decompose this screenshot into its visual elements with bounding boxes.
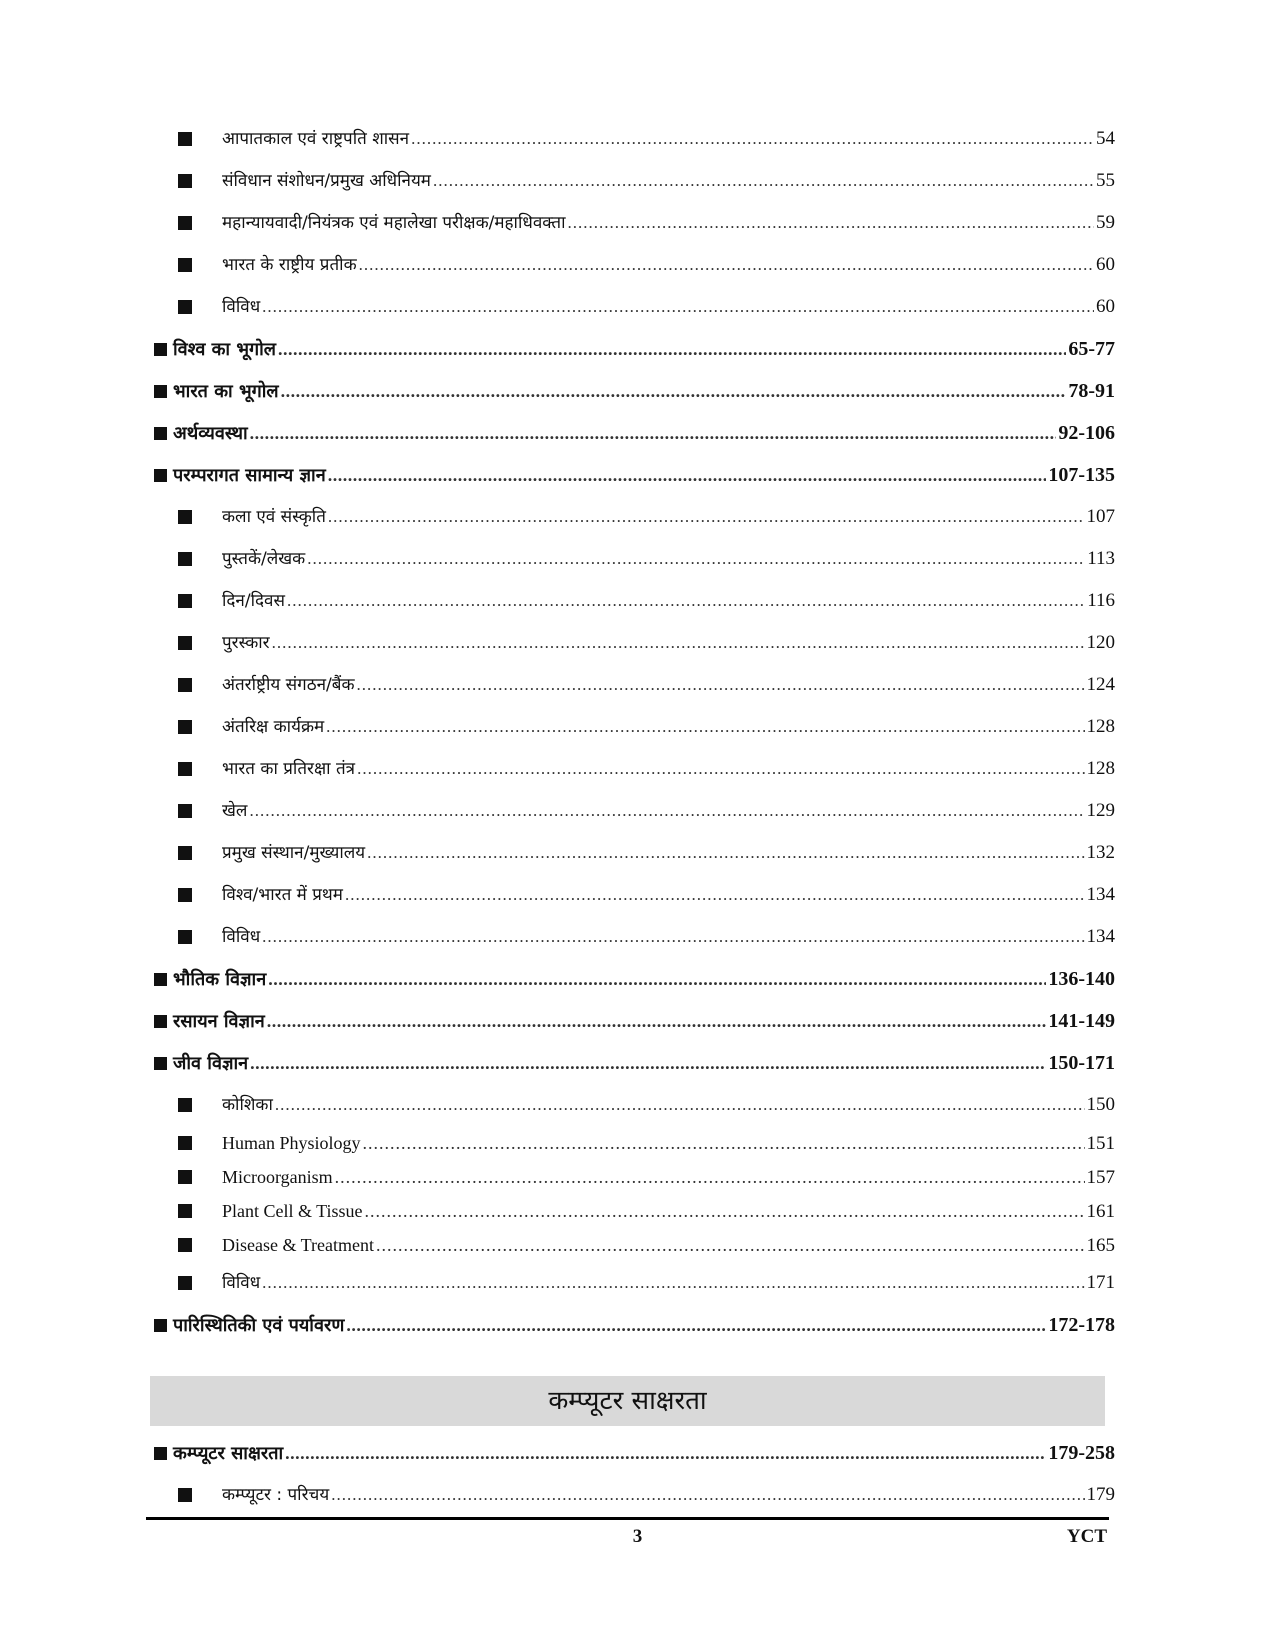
toc-entry-title: पुस्तकें/लेखक: [222, 549, 306, 569]
dot-leader: [357, 748, 1084, 790]
dot-leader: [262, 916, 1084, 958]
toc-entry-title: संविधान संशोधन/प्रमुख अधिनियम: [222, 171, 431, 191]
toc-chapter-entry: [150, 454, 1115, 496]
toc-entry-title: पारिस्थितिकी एवं पर्यावरण: [173, 1315, 345, 1336]
square-bullet-icon: [178, 1136, 192, 1150]
dot-leader: [328, 454, 1047, 496]
toc-topic-entry: [150, 664, 1115, 706]
toc-entry-page: 141-149: [1048, 1010, 1115, 1032]
dot-leader: [307, 538, 1085, 580]
dot-leader: [328, 496, 1085, 538]
toc-entry-title: खेल: [222, 801, 248, 821]
toc-entry-title: भारत का भूगोल: [173, 381, 279, 402]
toc-entry-title: कोशिका: [222, 1095, 273, 1115]
toc-entry-page: 179: [1086, 1484, 1115, 1505]
footer-page-number: 3: [632, 1526, 643, 1547]
toc-entry-page: 165: [1086, 1235, 1115, 1256]
dot-leader: [345, 874, 1085, 916]
dot-leader: [335, 1160, 1085, 1194]
toc-entry-page: 116: [1087, 590, 1115, 611]
toc-topic-entry: [150, 580, 1115, 622]
toc-entry-page: 161: [1086, 1201, 1115, 1222]
toc-chapter-entry: [150, 1432, 1115, 1474]
toc-entry-title: दिन/दिवस: [222, 591, 285, 611]
square-bullet-icon: [178, 258, 192, 272]
toc-entry-page: 134: [1086, 926, 1115, 947]
square-bullet-icon: [178, 552, 192, 566]
toc-entry-title: विविध: [222, 927, 261, 947]
square-bullet-icon: [154, 973, 167, 986]
toc-entry-page: 128: [1086, 716, 1115, 737]
toc-entry-page: 171: [1086, 1272, 1115, 1293]
dot-leader: [262, 286, 1094, 328]
toc-entry-title: कला एवं संस्कृति: [222, 507, 326, 527]
toc-entry-page: 65-77: [1068, 338, 1115, 360]
toc-topic-entry: [150, 1160, 1115, 1194]
dot-leader: [268, 958, 1046, 1000]
toc-entry-title: महान्यायवादी/नियंत्रक एवं महालेखा परीक्षक/महाधिवक्ता: [222, 213, 566, 233]
toc-entry-page: 120: [1086, 632, 1115, 653]
square-bullet-icon: [154, 1015, 167, 1028]
square-bullet-icon: [178, 216, 192, 230]
section-heading: कम्प्यूटर साक्षरता: [548, 1386, 707, 1416]
dot-leader: [267, 1000, 1047, 1042]
toc-entry-page: 92-106: [1058, 422, 1115, 444]
toc-topic-entry: [150, 916, 1115, 958]
toc-chapter-entry: [150, 1304, 1115, 1346]
dot-leader: [411, 118, 1094, 160]
toc-entry-title: Plant Cell & Tissue: [222, 1201, 363, 1221]
toc-entry-title: विविध: [222, 1273, 261, 1293]
toc-entry-title: Human Physiology: [222, 1133, 361, 1153]
square-bullet-icon: [178, 510, 192, 524]
toc-chapter-entry: [150, 328, 1115, 370]
footer-brand: YCT: [1066, 1526, 1107, 1547]
dot-leader: [281, 370, 1067, 412]
toc-topic-entry: [150, 496, 1115, 538]
toc-entry-page: 113: [1087, 548, 1115, 569]
toc-entry-page: 107-135: [1048, 464, 1115, 486]
square-bullet-icon: [178, 132, 192, 146]
toc-entry-title: रसायन विज्ञान: [173, 1011, 265, 1032]
toc-entry-title: Microorganism: [222, 1167, 333, 1187]
dot-leader: [367, 832, 1084, 874]
dot-leader: [250, 412, 1057, 454]
toc-entry-page: 60: [1096, 296, 1115, 317]
toc-entry-page: 78-91: [1068, 380, 1115, 402]
square-bullet-icon: [154, 1447, 167, 1460]
toc-entry-title: भारत के राष्ट्रीय प्रतीक: [222, 255, 357, 275]
toc-entry-title: परम्परागत सामान्य ज्ञान: [173, 465, 326, 486]
toc-entry-page: 107: [1086, 506, 1115, 527]
square-bullet-icon: [154, 1319, 167, 1332]
dot-leader: [363, 1126, 1085, 1160]
toc-entry-page: 150-171: [1048, 1052, 1115, 1074]
toc-topic-entry: [150, 538, 1115, 580]
toc-entry-title: अंतर्राष्ट्रीय संगठन/बैंक: [222, 675, 355, 695]
square-bullet-icon: [178, 300, 192, 314]
dot-leader: [346, 1304, 1046, 1346]
toc-topic-entry: [150, 874, 1115, 916]
toc-entry-title: विविध: [222, 297, 261, 317]
dot-leader: [433, 160, 1094, 202]
dot-leader: [285, 1432, 1046, 1474]
toc-entry-title: भौतिक विज्ञान: [173, 969, 267, 990]
toc-entry-title: आपातकाल एवं राष्ट्रपति शासन: [222, 129, 410, 149]
dot-leader: [359, 244, 1094, 286]
toc-entry-page: 136-140: [1048, 968, 1115, 990]
square-bullet-icon: [178, 174, 192, 188]
toc-entry-title: भारत का प्रतिरक्षा तंत्र: [222, 759, 356, 779]
dot-leader: [287, 580, 1085, 622]
toc-topic-entry: [150, 748, 1115, 790]
dot-leader: [357, 664, 1085, 706]
toc-entry-title: अर्थव्यवस्था: [173, 423, 248, 444]
toc-topic-entry: [150, 1262, 1115, 1304]
toc-topic-entry: [150, 1126, 1115, 1160]
toc-chapter-entry: [150, 958, 1115, 1000]
toc-entry-title: जीव विज्ञान: [173, 1053, 249, 1074]
toc-topic-entry: [150, 622, 1115, 664]
square-bullet-icon: [178, 930, 192, 944]
toc-entry-page: 59: [1096, 212, 1115, 233]
toc-topic-entry: [150, 1228, 1115, 1262]
toc-entry-page: 128: [1086, 758, 1115, 779]
toc-topic-entry: [150, 1084, 1115, 1126]
toc-entry-title: कम्प्यूटर : परिचय: [222, 1485, 330, 1505]
square-bullet-icon: [178, 846, 192, 860]
dot-leader: [365, 1194, 1085, 1228]
toc-entry-page: 132: [1086, 842, 1115, 863]
toc-entry-title: विश्व का भूगोल: [173, 339, 277, 360]
square-bullet-icon: [178, 678, 192, 692]
square-bullet-icon: [178, 888, 192, 902]
toc-topic-entry: [150, 160, 1115, 202]
table-of-contents: [150, 118, 1115, 1346]
dot-leader: [567, 202, 1094, 244]
square-bullet-icon: [178, 1098, 192, 1112]
toc-entry-page: 54: [1096, 128, 1115, 149]
square-bullet-icon: [154, 469, 167, 482]
toc-entry-page: 55: [1096, 170, 1115, 191]
square-bullet-icon: [178, 720, 192, 734]
square-bullet-icon: [154, 427, 167, 440]
dot-leader: [249, 790, 1084, 832]
dot-leader: [376, 1228, 1085, 1262]
toc-topic-entry: [150, 202, 1115, 244]
toc-chapter-entry: [150, 1000, 1115, 1042]
toc-entry-page: 129: [1086, 800, 1115, 821]
square-bullet-icon: [154, 385, 167, 398]
dot-leader: [272, 622, 1085, 664]
section-heading-band: [150, 1376, 1105, 1426]
square-bullet-icon: [178, 1204, 192, 1218]
dot-leader: [275, 1084, 1085, 1126]
toc-chapter-entry: [150, 1042, 1115, 1084]
square-bullet-icon: [178, 636, 192, 650]
toc-topic-entry: [150, 1194, 1115, 1228]
toc-topic-entry: [150, 286, 1115, 328]
toc-entry-page: 157: [1086, 1167, 1115, 1188]
table-of-contents-computer: [150, 1432, 1115, 1516]
toc-entry-page: 150: [1086, 1094, 1115, 1115]
toc-entry-title: कम्प्यूटर साक्षरता: [173, 1443, 284, 1464]
toc-entry-title: Disease & Treatment: [222, 1235, 374, 1255]
square-bullet-icon: [178, 804, 192, 818]
toc-chapter-entry: [150, 412, 1115, 454]
toc-entry-title: प्रमुख संस्थान/मुख्यालय: [222, 843, 366, 863]
toc-entry-title: विश्व/भारत में प्रथम: [222, 885, 343, 905]
square-bullet-icon: [154, 343, 167, 356]
square-bullet-icon: [178, 1276, 192, 1290]
square-bullet-icon: [178, 1238, 192, 1252]
square-bullet-icon: [178, 594, 192, 608]
toc-entry-title: अंतरिक्ष कार्यक्रम: [222, 717, 325, 737]
square-bullet-icon: [178, 1170, 192, 1184]
toc-chapter-entry: [150, 370, 1115, 412]
toc-entry-page: 124: [1086, 674, 1115, 695]
square-bullet-icon: [178, 1488, 192, 1502]
footer-divider: [146, 1517, 1109, 1520]
dot-leader: [326, 706, 1084, 748]
toc-entry-page: 151: [1086, 1133, 1115, 1154]
toc-topic-entry: [150, 832, 1115, 874]
dot-leader: [250, 1042, 1046, 1084]
toc-topic-entry: [150, 1474, 1115, 1516]
dot-leader: [278, 328, 1066, 370]
toc-topic-entry: [150, 244, 1115, 286]
toc-topic-entry: [150, 118, 1115, 160]
square-bullet-icon: [178, 762, 192, 776]
toc-entry-page: 60: [1096, 254, 1115, 275]
toc-entry-page: 179-258: [1048, 1442, 1115, 1464]
toc-topic-entry: [150, 790, 1115, 832]
dot-leader: [262, 1262, 1084, 1304]
square-bullet-icon: [154, 1057, 167, 1070]
toc-topic-entry: [150, 706, 1115, 748]
toc-entry-title: पुरस्कार: [222, 633, 270, 653]
dot-leader: [331, 1474, 1084, 1516]
toc-entry-page: 134: [1086, 884, 1115, 905]
toc-entry-page: 172-178: [1048, 1314, 1115, 1336]
